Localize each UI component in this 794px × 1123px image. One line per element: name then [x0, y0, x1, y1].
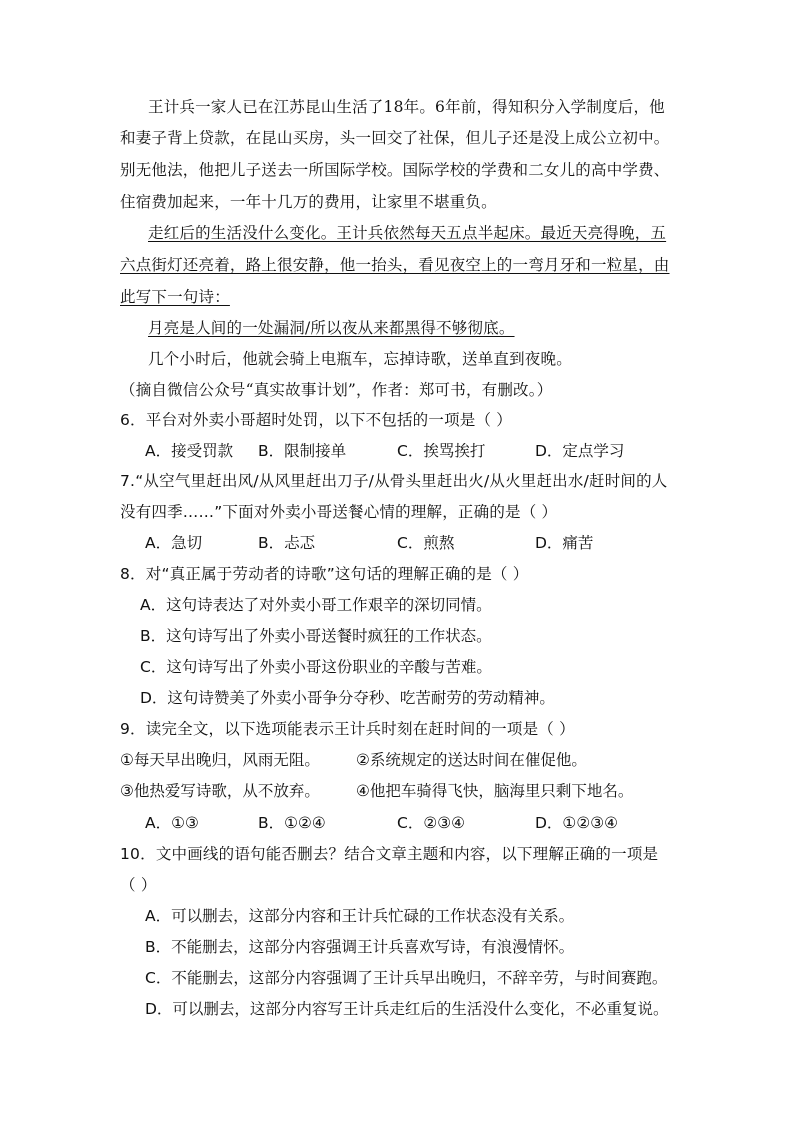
- q9-option-c[interactable]: C．②③④: [397, 814, 466, 832]
- q7-option-d[interactable]: D．痛苦: [535, 534, 594, 552]
- q7-stem-line1: 7.“从空气里赶出风/从风里赶出刀子/从骨头里赶出火/从火里赶出水/赶时间的人: [120, 472, 668, 490]
- passage-p2-line3: 此写下一句诗：: [120, 288, 230, 306]
- passage-source: （摘自微信公众号“真实故事计划”，作者：郑可书，有删改。）: [120, 381, 553, 399]
- q8-option-a[interactable]: A．这句诗表达了对外卖小哥工作艰辛的深切同情。: [140, 596, 492, 614]
- q8-option-d[interactable]: D．这句诗赞美了外卖小哥争分夺秒、吃苦耐劳的劳动精神。: [140, 689, 555, 707]
- q7-option-a[interactable]: A．急切: [145, 534, 203, 552]
- q8-option-b[interactable]: B．这句诗写出了外卖小哥送餐时疯狂的工作状态。: [140, 627, 492, 645]
- q10-option-b[interactable]: B．不能删去，这部分内容强调王计兵喜欢写诗，有浪漫情怀。: [145, 938, 575, 956]
- q9-stem: 9．读完全文，以下选项能表示王计兵时刻在赶时间的一项是（ ）: [120, 720, 575, 738]
- q9-item-1: ①每天早出晚归，风雨无阻。: [120, 751, 320, 769]
- q7-option-c[interactable]: C．煎熬: [397, 534, 455, 552]
- q9-item-4: ④他把车骑得飞快，脑海里只剩下地名。: [356, 782, 634, 800]
- q8-option-c[interactable]: C．这句诗写出了外卖小哥这份职业的辛酸与苦难。: [140, 658, 492, 676]
- passage-p1-line2: 和妻子背上贷款，在昆山买房，头一回交了社保，但儿子还是没上成公立初中。: [120, 129, 670, 147]
- passage-p1-line3: 别无他法，他把儿子送去一所国际学校。国际学校的学费和二女儿的高中学费、: [120, 161, 670, 179]
- q9-option-d[interactable]: D．①②③④: [535, 814, 619, 832]
- q10-option-d[interactable]: D．可以删去，这部分内容写王计兵走红后的生活没什么变化，不必重复说。: [145, 1000, 669, 1018]
- passage-p3: 几个小时后，他就会骑上电瓶车，忘掉诗歌，送单直到夜晚。: [148, 350, 572, 368]
- q10-stem-line2: （ ）: [120, 876, 157, 894]
- q6-option-c[interactable]: C．挨骂挨打: [397, 442, 486, 460]
- q9-item-3: ③他热爱写诗歌，从不放弃。: [120, 782, 320, 800]
- passage-poem: 月亮是人间的一处漏洞/所以夜从来都黑得不够彻底。: [148, 319, 515, 337]
- q8-stem: 8．对“真正属于劳动者的诗歌”这句话的理解正确的是（ ）: [120, 565, 529, 583]
- q9-option-a[interactable]: A．①③: [145, 814, 199, 832]
- passage-p1-line1: 王计兵一家人已在江苏昆山生活了18年。6年前，得知积分入学制度后，他: [148, 98, 665, 116]
- q10-option-a[interactable]: A．可以删去，这部分内容和王计兵忙碌的工作状态没有关系。: [145, 907, 575, 925]
- q10-option-c[interactable]: C．不能删去，这部分内容强调了王计兵早出晚归，不辞辛劳，与时间赛跑。: [145, 969, 668, 987]
- passage-p2-line2: 六点街灯还亮着，路上很安静，他一抬头，看见夜空上的一弯月牙和一粒星，由: [120, 256, 670, 274]
- passage-p2-line1: 走红后的生活没什么变化。王计兵依然每天五点半起床。最近天亮得晚，五: [148, 224, 667, 242]
- q9-item-2: ②系统规定的送达时间在催促他。: [356, 751, 587, 769]
- q6-option-d[interactable]: D．定点学习: [535, 442, 625, 460]
- q6-option-a[interactable]: A．接受罚款: [145, 442, 234, 460]
- passage-p1-line4: 住宿费加起来，一年十几万的费用，让家里不堪重负。: [120, 193, 497, 211]
- q7-stem-line2: 没有四季……”下面对外卖小哥送餐心情的理解，正确的是（ ）: [120, 503, 558, 521]
- q6-option-b[interactable]: B．限制接单: [258, 442, 347, 460]
- q6-stem: 6．平台对外卖小哥超时处罚，以下不包括的一项是（ ）: [120, 411, 512, 429]
- q10-stem-line1: 10．文中画线的语句能否删去？结合文章主题和内容，以下理解正确的一项是: [120, 845, 659, 863]
- q7-option-b[interactable]: B．忐忑: [258, 534, 316, 552]
- q9-option-b[interactable]: B．①②④: [258, 814, 326, 832]
